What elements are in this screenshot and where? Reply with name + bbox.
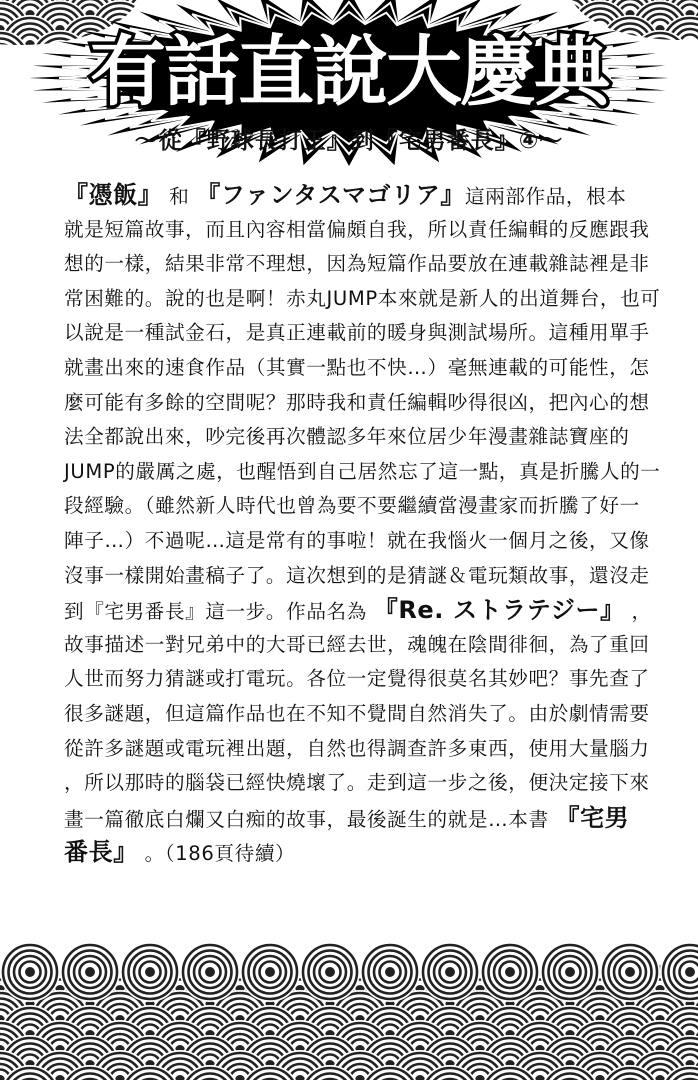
work-title-text: 『Re. ストラテジー』: [373, 596, 625, 625]
text-line: [64, 662, 664, 697]
text-line: [64, 835, 664, 870]
body-text: ，: [624, 600, 652, 624]
text-line: [64, 766, 664, 801]
article-body: [64, 178, 664, 870]
text-line: [64, 316, 664, 351]
text-line: [64, 524, 664, 559]
body-text: JUMP的嚴厲之處，也醒悟到自己居然忘了這一點，真是折騰人的一: [64, 459, 661, 483]
body-text: 沒事一樣開始畫稿子了。這次想到的是猜謎＆電玩類故事，還沒走: [64, 563, 650, 587]
body-text: 故事描述一對兄弟中的大哥已經去世，魂魄在陰間徘徊，為了重回: [64, 632, 650, 656]
text-line: [64, 593, 664, 628]
body-text: 和: [162, 185, 197, 208]
wave-scallop: [300, 942, 360, 1002]
body-text: 以說是一種試金石，是真正連載前的暖身與測試場所。這種用單手: [64, 321, 650, 345]
wave-scallop: [60, 942, 120, 1002]
body-text: 常困難的。說的也是啊！赤丸JUMP本來就是新人的出道舞台，也可: [64, 286, 661, 310]
text-line: [64, 559, 664, 594]
body-text: 麼可能有多餘的空間呢？那時我和責任編輯吵得很凶，把內心的想: [64, 390, 650, 414]
work-title-text: 『宅男: [555, 803, 630, 832]
wave-scallop: [180, 942, 240, 1002]
text-line: [64, 386, 664, 421]
body-text: 畫一篇徹底白爛又白痴的故事，最後誕生的就是…本書: [64, 807, 556, 831]
body-text: 從許多謎題或電玩裡出題，自然也得調查許多東西，使用大量腦力: [64, 736, 650, 760]
body-text: 很多謎題，但這篇作品也在不知不覺間自然消失了。由於劇情需要: [64, 701, 650, 725]
text-line: [64, 282, 664, 317]
wave-scallop: [480, 942, 540, 1002]
text-line: [64, 697, 664, 732]
body-text: 想的一樣，結果非常不理想，因為短篇作品要放在連載雜誌裡是非: [64, 252, 650, 276]
body-text: 陣子…）不過呢…這是常有的事啦！就在我惱火一個月之後，又像: [64, 528, 650, 552]
body-text: 這兩部作品，根本: [464, 185, 627, 208]
wave-scallop: [240, 942, 300, 1002]
wave-scallop: [360, 942, 420, 1002]
wave-scallop: [540, 942, 600, 1002]
text-line: [64, 732, 664, 767]
wave-scallop: [420, 942, 480, 1002]
text-line: [64, 489, 664, 524]
work-title-text: 『憑飯』: [64, 181, 163, 209]
wave-scallop: [120, 942, 180, 1002]
text-line: [64, 247, 664, 282]
text-line: [64, 628, 664, 663]
body-text: 法全都說出來，吵完後再次體認多年來位居少年漫畫雜誌寶座的: [64, 425, 630, 449]
text-line: [64, 351, 664, 386]
body-text: 人世而努力猜謎或打電玩。各位一定覺得很莫名其妙吧？事先查了: [64, 667, 650, 691]
work-title-text: 『ファンタスマゴリア』: [196, 181, 465, 209]
body-text: ，所以那時的腦袋已經快燒壞了。走到這一步之後，便決定接下來: [64, 771, 650, 795]
wave-scallop: [600, 942, 660, 1002]
text-line: [64, 801, 664, 836]
text-line: [64, 178, 664, 213]
text-line: [64, 420, 664, 455]
body-text: 。（186頁待續）: [137, 842, 296, 866]
page-subtitle: ～從『野球長打王』到『宅男番長』④～: [134, 128, 564, 154]
body-text: 就是短篇故事，而且內容相當偏頗自我，所以責任編輯的反應跟我: [64, 217, 650, 241]
text-line: [64, 213, 664, 248]
page-title: 有話直說大慶典: [90, 27, 608, 116]
text-line: [64, 455, 664, 490]
body-text: 到『宅男番長』這一步。作品名為: [64, 600, 374, 624]
body-text: 段經驗。（雖然新人時代也曾為要不要繼續當漫畫家而折騰了好一: [64, 494, 640, 518]
work-title-text: 番長』: [64, 838, 138, 867]
body-text: 就畫出來的速食作品（其實一點也不快…）毫無連載的可能性，怎: [64, 355, 650, 379]
wave-scallop: [0, 942, 60, 1002]
